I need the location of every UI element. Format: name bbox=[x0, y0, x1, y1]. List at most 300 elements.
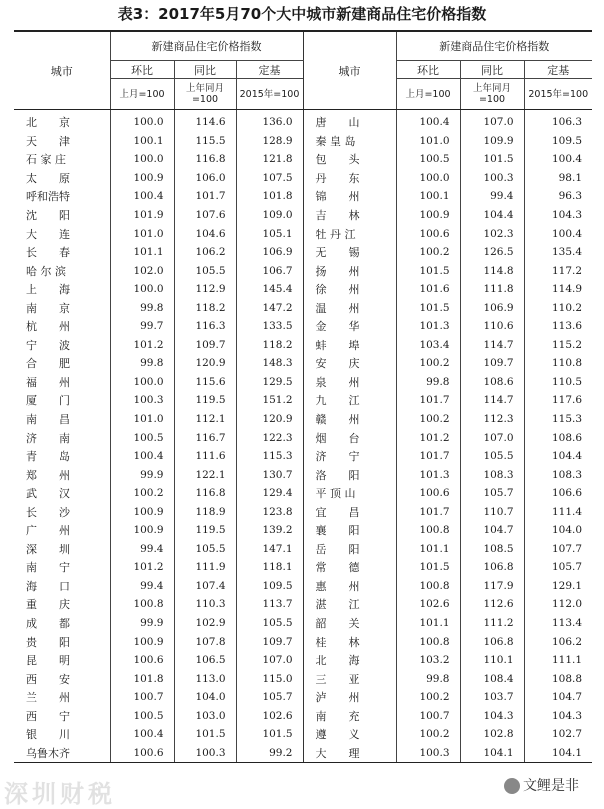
cell-fixed-right: 109.5 bbox=[551, 134, 583, 147]
cell-mom-left: 101.1 bbox=[110, 243, 174, 262]
cell-city-right: 北 海 bbox=[303, 651, 396, 670]
cell-yoy-left: 100.3 bbox=[174, 744, 236, 763]
cell-mom-right: 103.4 bbox=[396, 336, 460, 355]
cell-city-right: 常 德 bbox=[303, 558, 396, 577]
cell-mom-left: 100.8 bbox=[110, 595, 174, 614]
cell-city-right: 泸 州 bbox=[303, 688, 396, 707]
watermark-right-text: 文鲤是非 bbox=[523, 778, 579, 794]
cell-city-right: 岳 阳 bbox=[303, 540, 396, 559]
cell-mom-left: 100.1 bbox=[110, 132, 174, 151]
cell-fixed-left: 105.1 bbox=[262, 227, 293, 240]
cell-city-right: 锦 州 bbox=[303, 187, 396, 206]
table-row bbox=[14, 447, 592, 466]
cell-fixed-right: 98.1 bbox=[558, 171, 583, 184]
cell-fixed-left: 118.2 bbox=[262, 338, 293, 351]
cell-yoy-left: 109.7 bbox=[174, 336, 236, 355]
cell-city-right: 吉 林 bbox=[303, 206, 396, 225]
cell-city-left: 杭 州 bbox=[14, 317, 110, 336]
cell-mom-left: 101.0 bbox=[110, 224, 174, 243]
cell-city-left: 银 川 bbox=[14, 725, 110, 744]
table-row bbox=[14, 206, 592, 225]
table-row bbox=[14, 558, 592, 577]
mom-unit-right: 上月=100 bbox=[396, 79, 460, 110]
table-row bbox=[14, 595, 592, 614]
cell-city-right: 烟 台 bbox=[303, 428, 396, 447]
yoy-header-right: 同比 bbox=[460, 61, 524, 79]
fixed-header-right: 定基 bbox=[524, 61, 592, 79]
cell-mom-right: 100.2 bbox=[396, 354, 460, 373]
cell-mom-left: 100.9 bbox=[110, 502, 174, 521]
cell-city-right: 济 宁 bbox=[303, 447, 396, 466]
cell-fixed-left: 120.9 bbox=[262, 413, 293, 426]
cell-yoy-right: 117.9 bbox=[460, 577, 524, 596]
mom-header-left: 环比 bbox=[110, 61, 174, 79]
cell-city-right: 丹 东 bbox=[303, 169, 396, 188]
cell-city-left: 广 州 bbox=[14, 521, 110, 540]
cell-yoy-left: 102.9 bbox=[174, 614, 236, 633]
cell-mom-left: 102.0 bbox=[110, 261, 174, 280]
cell-mom-right: 100.6 bbox=[396, 224, 460, 243]
cell-city-right: 唐 山 bbox=[303, 110, 396, 132]
cell-yoy-left: 110.3 bbox=[174, 595, 236, 614]
cell-yoy-left: 113.0 bbox=[174, 669, 236, 688]
table-row bbox=[14, 521, 592, 540]
cell-yoy-right: 104.1 bbox=[460, 744, 524, 763]
cell-mom-right: 100.9 bbox=[396, 206, 460, 225]
cell-yoy-left: 112.9 bbox=[174, 280, 236, 299]
cell-city-right: 大 理 bbox=[303, 744, 396, 763]
cell-city-right: 南 充 bbox=[303, 707, 396, 726]
cell-mom-right: 101.3 bbox=[396, 317, 460, 336]
cell-yoy-right: 110.6 bbox=[460, 317, 524, 336]
table-row bbox=[14, 317, 592, 336]
cell-mom-right: 101.7 bbox=[396, 502, 460, 521]
cell-mom-left: 100.5 bbox=[110, 707, 174, 726]
cell-yoy-right: 105.7 bbox=[460, 484, 524, 503]
cell-mom-left: 101.2 bbox=[110, 558, 174, 577]
cell-fixed-right: 117.6 bbox=[551, 394, 583, 407]
cell-fixed-left: 133.5 bbox=[262, 320, 293, 333]
cell-fixed-left: 99.2 bbox=[236, 744, 303, 763]
cell-fixed-left: 122.3 bbox=[262, 431, 293, 444]
cell-city-left: 呼和浩特 bbox=[14, 187, 110, 206]
cell-mom-left: 100.4 bbox=[110, 725, 174, 744]
cell-city-right: 襄 阳 bbox=[303, 521, 396, 540]
cell-mom-left: 100.4 bbox=[110, 187, 174, 206]
cell-yoy-left: 106.0 bbox=[174, 169, 236, 188]
cell-fixed-right: 108.8 bbox=[551, 672, 583, 685]
cell-fixed-right: 114.9 bbox=[551, 283, 583, 296]
cell-city-left: 大 连 bbox=[14, 224, 110, 243]
table-row bbox=[14, 243, 592, 262]
cell-fixed-left: 145.4 bbox=[262, 283, 293, 296]
fixed-unit-right: 2015年=100 bbox=[524, 79, 592, 110]
cell-city-left: 沈 阳 bbox=[14, 206, 110, 225]
mom-header-right: 环比 bbox=[396, 61, 460, 79]
cell-mom-left: 100.3 bbox=[110, 391, 174, 410]
cell-city-right: 洛 阳 bbox=[303, 465, 396, 484]
table-row bbox=[14, 187, 592, 206]
yoy-unit-right: 上年同月=100 bbox=[460, 79, 524, 110]
cell-fixed-right: 110.2 bbox=[551, 301, 583, 314]
cell-city-left: 郑 州 bbox=[14, 465, 110, 484]
cell-mom-right: 101.7 bbox=[396, 447, 460, 466]
cell-city-right: 三 亚 bbox=[303, 669, 396, 688]
cell-mom-right: 100.2 bbox=[396, 243, 460, 262]
cell-fixed-left: 105.5 bbox=[262, 617, 293, 630]
cell-yoy-right: 104.7 bbox=[460, 521, 524, 540]
cell-city-right: 泉 州 bbox=[303, 373, 396, 392]
cell-yoy-left: 106.2 bbox=[174, 243, 236, 262]
cell-mom-left: 100.4 bbox=[110, 447, 174, 466]
cell-mom-left: 100.6 bbox=[110, 744, 174, 763]
cell-yoy-right: 107.0 bbox=[460, 110, 524, 132]
table-row bbox=[14, 484, 592, 503]
cell-city-left: 济 南 bbox=[14, 428, 110, 447]
cell-fixed-left: 129.4 bbox=[262, 487, 293, 500]
cell-mom-right: 100.8 bbox=[396, 577, 460, 596]
cell-yoy-right: 108.5 bbox=[460, 540, 524, 559]
table-row bbox=[14, 298, 592, 317]
cell-fixed-left: 106.7 bbox=[262, 264, 293, 277]
cell-city-left: 南 昌 bbox=[14, 410, 110, 429]
cell-fixed-right: 115.3 bbox=[551, 413, 583, 426]
table-row bbox=[14, 577, 592, 596]
cell-city-left: 深 圳 bbox=[14, 540, 110, 559]
cell-city-right: 安 庆 bbox=[303, 354, 396, 373]
table-row bbox=[14, 632, 592, 651]
table-row bbox=[14, 651, 592, 670]
cell-mom-right: 101.0 bbox=[396, 132, 460, 151]
cell-fixed-right: 104.3 bbox=[551, 209, 583, 221]
cell-fixed-right: 104.7 bbox=[551, 691, 583, 704]
cell-city-left: 海 口 bbox=[14, 577, 110, 596]
cell-mom-right: 103.2 bbox=[396, 651, 460, 670]
table-row bbox=[14, 725, 592, 744]
cell-yoy-left: 104.6 bbox=[174, 224, 236, 243]
cell-yoy-left: 105.5 bbox=[174, 261, 236, 280]
table-body bbox=[14, 110, 592, 763]
price-index-table bbox=[14, 30, 592, 763]
cell-fixed-left: 148.3 bbox=[262, 357, 293, 370]
watermark-left: 深圳财税 bbox=[4, 780, 116, 808]
cell-mom-right: 99.8 bbox=[396, 669, 460, 688]
cell-mom-left: 100.9 bbox=[110, 169, 174, 188]
cell-city-right: 桂 林 bbox=[303, 632, 396, 651]
cell-yoy-right: 110.7 bbox=[460, 502, 524, 521]
cell-fixed-right: 108.3 bbox=[551, 468, 583, 481]
cell-mom-right: 100.2 bbox=[396, 410, 460, 429]
cell-yoy-left: 106.5 bbox=[174, 651, 236, 670]
cell-yoy-right: 101.5 bbox=[460, 150, 524, 169]
table-row bbox=[14, 410, 592, 429]
cell-yoy-left: 101.7 bbox=[174, 187, 236, 206]
cell-yoy-left: 115.5 bbox=[174, 132, 236, 151]
cell-mom-left: 99.8 bbox=[110, 298, 174, 317]
watermark-right bbox=[500, 774, 583, 796]
cell-mom-right: 100.8 bbox=[396, 632, 460, 651]
table-row bbox=[14, 110, 592, 132]
cell-mom-right: 101.1 bbox=[396, 614, 460, 633]
cell-mom-right: 102.6 bbox=[396, 595, 460, 614]
cell-city-left: 南 宁 bbox=[14, 558, 110, 577]
index-group-header-right: 新建商品住宅价格指数 bbox=[396, 31, 592, 61]
cell-fixed-right: 129.1 bbox=[551, 579, 583, 592]
cell-city-left: 宁 波 bbox=[14, 336, 110, 355]
cell-yoy-left: 118.9 bbox=[174, 502, 236, 521]
cell-yoy-left: 103.0 bbox=[174, 707, 236, 726]
cell-fixed-left: 115.0 bbox=[262, 672, 293, 685]
cell-fixed-right: 100.4 bbox=[551, 227, 583, 240]
cell-city-right: 惠 州 bbox=[303, 577, 396, 596]
cell-yoy-right: 105.5 bbox=[460, 447, 524, 466]
cell-yoy-left: 115.6 bbox=[174, 373, 236, 392]
table-row bbox=[14, 373, 592, 392]
cell-fixed-right: 135.4 bbox=[551, 246, 583, 259]
cell-mom-right: 101.7 bbox=[396, 391, 460, 410]
fixed-unit-left: 2015年=100 bbox=[236, 79, 303, 110]
cell-fixed-right: 115.2 bbox=[551, 338, 583, 351]
table-row bbox=[14, 391, 592, 410]
price-index-table-container bbox=[14, 30, 592, 763]
cell-city-left: 昆 明 bbox=[14, 651, 110, 670]
cell-city-left: 北 京 bbox=[14, 110, 110, 132]
cell-city-left: 兰 州 bbox=[14, 688, 110, 707]
cell-fixed-right: 111.1 bbox=[551, 654, 583, 667]
cell-mom-right: 100.7 bbox=[396, 707, 460, 726]
cell-fixed-left: 109.7 bbox=[262, 635, 293, 648]
cell-city-right: 徐 州 bbox=[303, 280, 396, 299]
cell-fixed-right: 96.3 bbox=[558, 190, 583, 203]
cell-fixed-left: 118.1 bbox=[262, 561, 293, 574]
cell-city-left: 青 岛 bbox=[14, 447, 110, 466]
cell-yoy-left: 116.8 bbox=[174, 150, 236, 169]
cell-yoy-left: 119.5 bbox=[174, 391, 236, 410]
cell-fixed-right: 111.4 bbox=[551, 505, 583, 518]
cell-mom-right: 101.3 bbox=[396, 465, 460, 484]
cell-mom-left: 101.0 bbox=[110, 410, 174, 429]
table-row bbox=[14, 707, 592, 726]
table-row bbox=[14, 688, 592, 707]
cell-mom-right: 99.8 bbox=[396, 373, 460, 392]
cell-yoy-right: 108.6 bbox=[460, 373, 524, 392]
cell-mom-right: 101.5 bbox=[396, 298, 460, 317]
cell-city-right: 秦 皇 岛 bbox=[303, 132, 396, 151]
cell-city-right: 扬 州 bbox=[303, 261, 396, 280]
cell-yoy-right: 100.3 bbox=[460, 169, 524, 188]
cell-mom-right: 100.4 bbox=[396, 110, 460, 132]
cell-fixed-right: 113.6 bbox=[551, 320, 583, 333]
cell-city-right: 遵 义 bbox=[303, 725, 396, 744]
cell-yoy-left: 119.5 bbox=[174, 521, 236, 540]
cell-fixed-left: 101.5 bbox=[262, 728, 293, 741]
cell-fixed-right: 108.6 bbox=[551, 431, 583, 444]
cell-mom-left: 99.7 bbox=[110, 317, 174, 336]
cell-fixed-left: 151.2 bbox=[262, 394, 293, 407]
cell-fixed-left: 147.1 bbox=[262, 542, 293, 555]
cell-yoy-right: 114.7 bbox=[460, 391, 524, 410]
cell-mom-right: 101.1 bbox=[396, 540, 460, 559]
table-row bbox=[14, 224, 592, 243]
cell-city-right: 平 顶 山 bbox=[303, 484, 396, 503]
cell-yoy-right: 114.8 bbox=[460, 261, 524, 280]
cell-mom-right: 100.8 bbox=[396, 521, 460, 540]
cell-mom-left: 99.8 bbox=[110, 354, 174, 373]
cell-mom-right: 100.1 bbox=[396, 187, 460, 206]
cell-yoy-left: 112.1 bbox=[174, 410, 236, 429]
cell-yoy-right: 110.1 bbox=[460, 651, 524, 670]
cell-mom-left: 100.6 bbox=[110, 651, 174, 670]
cell-yoy-right: 109.7 bbox=[460, 354, 524, 373]
cell-fixed-left: 102.6 bbox=[262, 709, 293, 722]
table-row bbox=[14, 614, 592, 633]
cell-mom-left: 99.9 bbox=[110, 614, 174, 633]
cell-mom-left: 100.2 bbox=[110, 484, 174, 503]
yoy-header-left: 同比 bbox=[174, 61, 236, 79]
cell-fixed-right: 104.1 bbox=[524, 744, 592, 763]
cell-fixed-left: 136.0 bbox=[262, 116, 293, 129]
cell-mom-right: 101.2 bbox=[396, 428, 460, 447]
cell-city-right: 金 华 bbox=[303, 317, 396, 336]
table-row bbox=[14, 669, 592, 688]
table-row bbox=[14, 540, 592, 559]
cell-yoy-right: 102.3 bbox=[460, 224, 524, 243]
cell-yoy-left: 101.5 bbox=[174, 725, 236, 744]
cell-city-left: 太 原 bbox=[14, 169, 110, 188]
cell-fixed-left: 130.7 bbox=[262, 468, 293, 481]
cell-mom-right: 101.5 bbox=[396, 558, 460, 577]
cell-mom-left: 100.0 bbox=[110, 150, 174, 169]
cell-city-left: 西 宁 bbox=[14, 707, 110, 726]
cell-fixed-left: 128.9 bbox=[262, 134, 293, 147]
cell-yoy-right: 112.6 bbox=[460, 595, 524, 614]
cell-fixed-right: 106.6 bbox=[551, 487, 583, 500]
cell-city-left: 武 汉 bbox=[14, 484, 110, 503]
cell-fixed-right: 105.7 bbox=[551, 561, 583, 574]
cell-city-right: 牡 丹 江 bbox=[303, 224, 396, 243]
cell-yoy-right: 114.7 bbox=[460, 336, 524, 355]
cell-yoy-right: 126.5 bbox=[460, 243, 524, 262]
cell-yoy-right: 111.8 bbox=[460, 280, 524, 299]
cell-fixed-left: 129.5 bbox=[262, 375, 293, 388]
cell-mom-left: 100.0 bbox=[110, 373, 174, 392]
cell-mom-right: 101.6 bbox=[396, 280, 460, 299]
cell-city-left: 西 安 bbox=[14, 669, 110, 688]
cell-fixed-left: 121.8 bbox=[262, 153, 293, 166]
cell-mom-left: 100.0 bbox=[110, 280, 174, 299]
cell-fixed-right: 104.0 bbox=[551, 524, 583, 537]
cell-city-left: 乌鲁木齐 bbox=[14, 744, 110, 763]
cell-mom-left: 101.8 bbox=[110, 669, 174, 688]
table-row bbox=[14, 465, 592, 484]
cell-city-left: 哈 尔 滨 bbox=[14, 261, 110, 280]
cell-city-left: 南 京 bbox=[14, 298, 110, 317]
table-row bbox=[14, 280, 592, 299]
cell-city-left: 石 家 庄 bbox=[14, 150, 110, 169]
table-row bbox=[14, 744, 592, 763]
cell-fixed-right: 112.0 bbox=[551, 598, 583, 611]
table-row bbox=[14, 502, 592, 521]
cell-fixed-right: 104.3 bbox=[551, 709, 583, 722]
cell-city-right: 蚌 埠 bbox=[303, 336, 396, 355]
cell-city-right: 无 锡 bbox=[303, 243, 396, 262]
cell-city-left: 成 都 bbox=[14, 614, 110, 633]
cell-yoy-right: 108.3 bbox=[460, 465, 524, 484]
cell-city-left: 上 海 bbox=[14, 280, 110, 299]
cell-fixed-left: 123.8 bbox=[262, 505, 293, 518]
cell-fixed-left: 101.8 bbox=[262, 190, 293, 203]
cell-fixed-left: 139.2 bbox=[262, 524, 293, 537]
city-header-left: 城市 bbox=[14, 31, 110, 110]
cell-city-left: 长 沙 bbox=[14, 502, 110, 521]
cell-fixed-right: 107.7 bbox=[551, 542, 583, 555]
cell-fixed-left: 109.0 bbox=[262, 209, 293, 221]
city-header-right: 城市 bbox=[303, 31, 396, 110]
cell-mom-left: 99.4 bbox=[110, 540, 174, 559]
table-row bbox=[14, 261, 592, 280]
cell-fixed-right: 102.7 bbox=[551, 728, 583, 741]
cell-yoy-right: 104.3 bbox=[460, 707, 524, 726]
cell-city-right: 湛 江 bbox=[303, 595, 396, 614]
cell-yoy-left: 107.8 bbox=[174, 632, 236, 651]
cell-mom-left: 99.9 bbox=[110, 465, 174, 484]
table-row bbox=[14, 132, 592, 151]
cell-mom-right: 100.2 bbox=[396, 688, 460, 707]
yoy-unit-left: 上年同月=100 bbox=[174, 79, 236, 110]
fixed-header-left: 定基 bbox=[236, 61, 303, 79]
table-row bbox=[14, 150, 592, 169]
cell-yoy-right: 109.9 bbox=[460, 132, 524, 151]
cell-yoy-left: 116.3 bbox=[174, 317, 236, 336]
cell-city-right: 温 州 bbox=[303, 298, 396, 317]
cell-fixed-left: 106.9 bbox=[262, 246, 293, 259]
cell-fixed-left: 109.5 bbox=[262, 579, 293, 592]
cell-fixed-left: 113.7 bbox=[262, 598, 293, 611]
table-title: 表3：2017年5月70个大中城市新建商品住宅价格指数 bbox=[117, 5, 487, 23]
cell-yoy-left: 107.4 bbox=[174, 577, 236, 596]
cell-mom-left: 100.5 bbox=[110, 428, 174, 447]
cell-fixed-right: 110.8 bbox=[551, 357, 583, 370]
cell-city-left: 长 春 bbox=[14, 243, 110, 262]
cell-fixed-right: 104.4 bbox=[551, 450, 583, 463]
table-row bbox=[14, 428, 592, 447]
cell-yoy-left: 105.5 bbox=[174, 540, 236, 559]
cell-mom-left: 100.9 bbox=[110, 632, 174, 651]
cell-yoy-right: 108.4 bbox=[460, 669, 524, 688]
index-group-header-left: 新建商品住宅价格指数 bbox=[110, 31, 303, 61]
cell-mom-left: 100.9 bbox=[110, 521, 174, 540]
cell-mom-right: 100.3 bbox=[396, 744, 460, 763]
cell-fixed-left: 105.7 bbox=[262, 691, 293, 704]
cell-fixed-right: 110.5 bbox=[551, 375, 583, 388]
cell-fixed-right: 113.4 bbox=[551, 617, 583, 630]
cell-yoy-left: 116.7 bbox=[174, 428, 236, 447]
cell-fixed-right: 117.2 bbox=[551, 264, 583, 277]
cell-mom-right: 100.5 bbox=[396, 150, 460, 169]
cell-yoy-right: 112.3 bbox=[460, 410, 524, 429]
cell-fixed-left: 107.5 bbox=[262, 171, 293, 184]
cell-city-right: 韶 关 bbox=[303, 614, 396, 633]
cell-yoy-left: 122.1 bbox=[174, 465, 236, 484]
cell-yoy-left: 111.6 bbox=[174, 447, 236, 466]
cell-yoy-left: 118.2 bbox=[174, 298, 236, 317]
cell-city-left: 合 肥 bbox=[14, 354, 110, 373]
cell-city-right: 宜 昌 bbox=[303, 502, 396, 521]
cell-city-left: 福 州 bbox=[14, 373, 110, 392]
cell-city-right: 包 头 bbox=[303, 150, 396, 169]
cell-yoy-right: 103.7 bbox=[460, 688, 524, 707]
table-row bbox=[14, 354, 592, 373]
